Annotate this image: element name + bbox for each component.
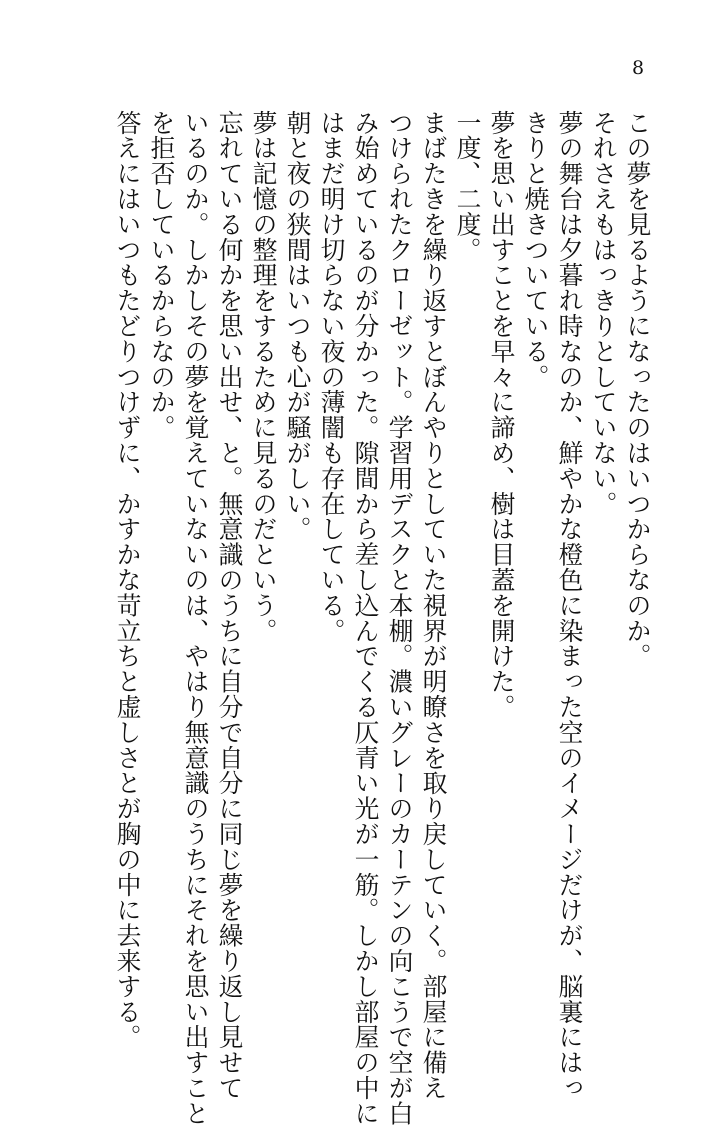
text-line: 夢は記憶の整理をするために見るのだという。	[249, 110, 278, 644]
text-line: 一度、二度。	[453, 110, 482, 263]
text-line: まばたきを繰り返すとぼんやりとしていた視界が明瞭さを取り戻していく。部屋に備え	[419, 110, 448, 1101]
text-line: きりと焼きついている。	[521, 110, 550, 390]
text-line: はまだ明け切らない夜の薄闇も存在している。	[317, 110, 346, 644]
text-line: 夢を思い出すことを早々に諦め、樹は目蓋を開けた。	[487, 110, 516, 720]
text-line: それさえもはっきりとしていない。	[589, 110, 618, 517]
text-line: 答えにはいつもたどりつけずに、かすかな苛立ちと虚しさとが胸の中に去来する。	[113, 110, 142, 1050]
text-line: を拒否しているからなのか。	[147, 110, 176, 441]
text-line: 忘れている何かを思い出せ、と。無意識のうちに自分で自分に同じ夢を繰り返し見せて	[215, 110, 244, 1101]
vertical-body-text	[113, 110, 654, 1126]
text-line: つけられたクローゼット。学習用デスクと本棚。濃いグレーのカーテンの向こうで空が白	[385, 110, 414, 1126]
text-line: 夢の舞台は夕暮れ時なのか、鮮やかな橙色に染まった空のイメージだけが、脳裏にはっ	[555, 110, 584, 1101]
text-line: この夢を見るようになったのはいつからなのか。	[623, 110, 652, 669]
text-line: いるのか。しかしその夢を覚えていないのは、やはり無意識のうちにそれを思い出すこと	[181, 110, 210, 1126]
text-line: み始めているのが分かった。隙間から差し込んでくる仄青い光が一筋。しかし部屋の中に	[351, 110, 380, 1126]
text-line: 朝と夜の狭間はいつも心が騒がしい。	[283, 110, 312, 542]
page-number: 8	[631, 57, 645, 79]
